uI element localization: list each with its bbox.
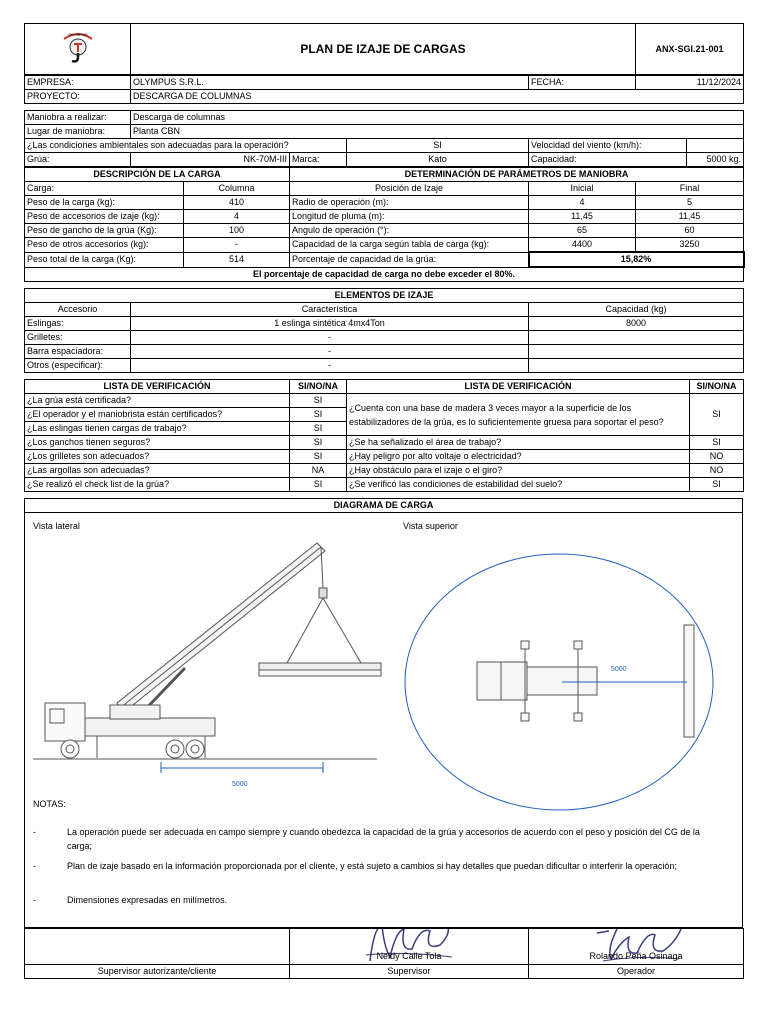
vista-superior-label: Vista superior (403, 521, 458, 531)
signature-supervisor-box (290, 929, 529, 965)
final-header: Final (636, 182, 744, 196)
capacidad-value: 5000 kg. (687, 153, 744, 167)
parametro-row-label: Angulo de operación (°): (290, 224, 529, 238)
capacidad-header: Capacidad (kg) (529, 303, 744, 317)
checklist-answer: NA (290, 464, 347, 478)
checklist-question: ¿Las argollas son adecuadas? (25, 464, 290, 478)
verificacion-right-title: LISTA DE VERIFICACIÓN (347, 380, 690, 394)
parametro-final: 11,45 (636, 210, 744, 224)
peso-total-label: Peso total de la carga (Kg): (25, 252, 184, 267)
accesorio-row-capacidad (529, 345, 744, 359)
checklist-answer: SI (290, 422, 347, 436)
inicial-header: Inicial (529, 182, 636, 196)
parametro-row-label: Radio de operación (m): (290, 196, 529, 210)
company-table (24, 75, 744, 104)
checklist-answer: SI (690, 436, 744, 450)
empresa-value: OLYMPUS S.R.L. (131, 76, 529, 90)
caracteristica-header: Característica (131, 303, 529, 317)
lifting-plan-sheet (24, 23, 743, 1000)
maniobra-table (24, 110, 744, 167)
carga-row-label: Peso de gancho de la grúa (Kg): (25, 224, 184, 238)
hook-logo-icon (58, 27, 98, 67)
supervisor-signature-label: Supervisor (290, 965, 529, 979)
capacity-warning: El porcentaje de capacidad de carga no debe exceder el 80%. (25, 267, 744, 282)
lateral-dimension-label: 5000 (232, 781, 248, 788)
checklist-question: ¿Se ha señalizado el área de trabajo? (347, 436, 690, 450)
accesorio-row-caracteristica: 1 eslinga sintética 4mx4Ton (131, 317, 529, 331)
note-text: Plan de izaje basado en la información proporcionada por el cliente, y está sujeto a cambios si hay detalles que puedan dificultar o interferir la operación; (67, 861, 677, 871)
carga-row-label: Peso de otros accesorios (kg): (25, 238, 184, 253)
carga-row-value: 100 (184, 224, 290, 238)
checklist-question: ¿Los grilletes son adecuados? (25, 450, 290, 464)
signature-operador-box (529, 929, 744, 965)
condiciones-value: SI (347, 139, 529, 153)
empresa-label: EMPRESA: (25, 76, 131, 90)
vista-lateral-label: Vista lateral (33, 521, 80, 531)
sino-right-header: SI/NO/NA (690, 380, 744, 394)
carga-row-label: Carga: (25, 182, 184, 196)
grua-label: Grúa: (25, 153, 131, 167)
checklist-question: ¿Se verificó las condiciones de estabilidad del suelo? (347, 478, 690, 492)
accesorio-row-caracteristica: - (131, 345, 529, 359)
capacidad-label: Capacidad: (529, 153, 687, 167)
checklist-question: ¿Las eslingas tienen cargas de trabajo? (25, 422, 290, 436)
checklist-answer: NO (690, 464, 744, 478)
viento-label: Velocidad del viento (km/h): (529, 139, 687, 153)
notas-title: NOTAS: (33, 799, 66, 809)
accesorio-row-label: Grilletes: (25, 331, 131, 345)
page-title: PLAN DE IZAJE DE CARGAS (131, 24, 636, 75)
verificacion-left-title: LISTA DE VERIFICACIÓN (25, 380, 290, 394)
checklist-question: ¿Hay obstáculo para el izaje o el giro? (347, 464, 690, 478)
posicion-header: Posición de Izaje (290, 182, 529, 196)
svg-text:OLYMPUS: OLYMPUS (67, 32, 88, 37)
parametro-inicial: 4 (529, 196, 636, 210)
lugar-label: Lugar de maniobra: (25, 125, 131, 139)
checklist-answer: SI (290, 478, 347, 492)
fecha-label: FECHA: (529, 76, 636, 90)
carga-row-value: 4 (184, 210, 290, 224)
supervisor-name: Neidy Calle Tola (376, 951, 442, 961)
checklist-question: ¿Se realizó el check list de la grúa? (25, 478, 290, 492)
grua-value: NK-70M-III (131, 153, 290, 167)
carga-row-value: Columna (184, 182, 290, 196)
operador-name: Rolando Peña Osinaga (589, 951, 683, 961)
checklist-question: ¿La grúa está certificada? (25, 394, 290, 408)
top-view-crane-drawing (395, 549, 725, 819)
accesorio-header: Accesorio (25, 303, 131, 317)
accesorio-row-capacidad (529, 331, 744, 345)
accesorio-row-caracteristica: - (131, 331, 529, 345)
checklist-answer: SI (290, 394, 347, 408)
operador-signature-label: Operador (529, 965, 744, 979)
parametros-section-title: DETERMINACIÓN DE PARÁMETROS DE MANIOBRA (290, 168, 744, 182)
checklist-answer: SI (290, 408, 347, 422)
carga-section-title: DESCRIPCIÓN DE LA CARGA (25, 168, 290, 182)
parametro-row-label: Capacidad de la carga según tabla de carga (kg): (290, 238, 529, 253)
parametro-final: 5 (636, 196, 744, 210)
accesorio-row-capacidad: 8000 (529, 317, 744, 331)
condiciones-label: ¿Las condiciones ambientales son adecuadas para la operación? (25, 139, 347, 153)
parametro-inicial: 11,45 (529, 210, 636, 224)
parametro-inicial: 4400 (529, 238, 636, 253)
diagrama-area: Vista lateral Vista superior 5000 5000 NOTAS: - La operación puede ser adecuada en campo siempre y cuando obedezca la capacidad de la grúa y accesorios de acuerdo con el peso y posición del CG de la carga; - Plan de izaje basado en la información proporcionada por el cliente, y está sujeto a cambios si hay detalles que puedan dificultar o interferir la operación; - Dimensiones expresadas en milímetros. (24, 513, 743, 928)
signature-cliente-box (25, 929, 290, 965)
cliente-signature-label: Supervisor autorizante/cliente (25, 965, 290, 979)
maniobra-label: Maniobra a realizar: (25, 111, 131, 125)
porcentaje-value: 15,82% (529, 252, 744, 267)
porcentaje-label: Porcentaje de capacidad de la grúa: (290, 252, 529, 267)
diagrama-section-title: DIAGRAMA DE CARGA (25, 499, 743, 513)
parametro-inicial: 65 (529, 224, 636, 238)
header-table (24, 23, 744, 75)
carga-row-label: Peso de accesorios de izaje (kg): (25, 210, 184, 224)
carga-row-value: 410 (184, 196, 290, 210)
accesorio-row-label: Otros (especificar): (25, 359, 131, 373)
note-text: La operación puede ser adecuada en campo siempre y cuando obedezca la capacidad de la grúa y accesorios de acuerdo con el peso y posición del CG de la carga; (67, 827, 700, 851)
verificacion-table (24, 379, 744, 492)
peso-total-value: 514 (184, 252, 290, 267)
diagrama-title-table (24, 498, 743, 513)
maniobra-value: Descarga de columnas (131, 111, 744, 125)
accesorio-row-label: Barra espaciadora: (25, 345, 131, 359)
signature-table (24, 928, 744, 979)
accesorio-row-caracteristica: - (131, 359, 529, 373)
elementos-table (24, 288, 744, 373)
carga-row-label: Peso de la carga (kg): (25, 196, 184, 210)
accesorio-row-capacidad (529, 359, 744, 373)
checklist-answer: SI (690, 478, 744, 492)
document-code: ANX-SGI.21-001 (636, 24, 744, 75)
viento-value (687, 139, 744, 153)
checklist-answer: SI (690, 394, 744, 436)
parametro-row-label: Longitud de pluma (m): (290, 210, 529, 224)
fecha-value: 11/12/2024 (636, 76, 744, 90)
carga-parametros-table (24, 167, 745, 282)
side-view-crane-drawing (25, 513, 385, 793)
checklist-answer: SI (290, 450, 347, 464)
elementos-section-title: ELEMENTOS DE IZAJE (25, 289, 744, 303)
carga-row-value: - (184, 238, 290, 253)
marca-label: Marca: (290, 153, 347, 167)
checklist-question: ¿El operador y el maniobrista están certificados? (25, 408, 290, 422)
checklist-answer: SI (290, 436, 347, 450)
checklist-question: ¿Hay peligro por alto voltaje o electricidad? (347, 450, 690, 464)
lugar-value: Planta CBN (131, 125, 744, 139)
superior-dimension-label: 5000 (611, 666, 627, 673)
parametro-final: 3250 (636, 238, 744, 253)
checklist-answer: NO (690, 450, 744, 464)
proyecto-label: PROYECTO: (25, 90, 131, 104)
checklist-question: ¿Cuenta con una base de madera 3 veces mayor a la superficie de los estabilizadores de la grúa, es lo suficientemente gruesa para soportar el peso? (347, 394, 690, 436)
accesorio-row-label: Eslingas: (25, 317, 131, 331)
checklist-question: ¿Los ganchos tienen seguros? (25, 436, 290, 450)
marca-value: Kato (347, 153, 529, 167)
proyecto-value: DESCARGA DE COLUMNAS (131, 90, 744, 104)
sino-left-header: SI/NO/NA (290, 380, 347, 394)
parametro-final: 60 (636, 224, 744, 238)
note-text: Dimensiones expresadas en milímetros. (67, 895, 228, 905)
company-logo (25, 24, 131, 75)
